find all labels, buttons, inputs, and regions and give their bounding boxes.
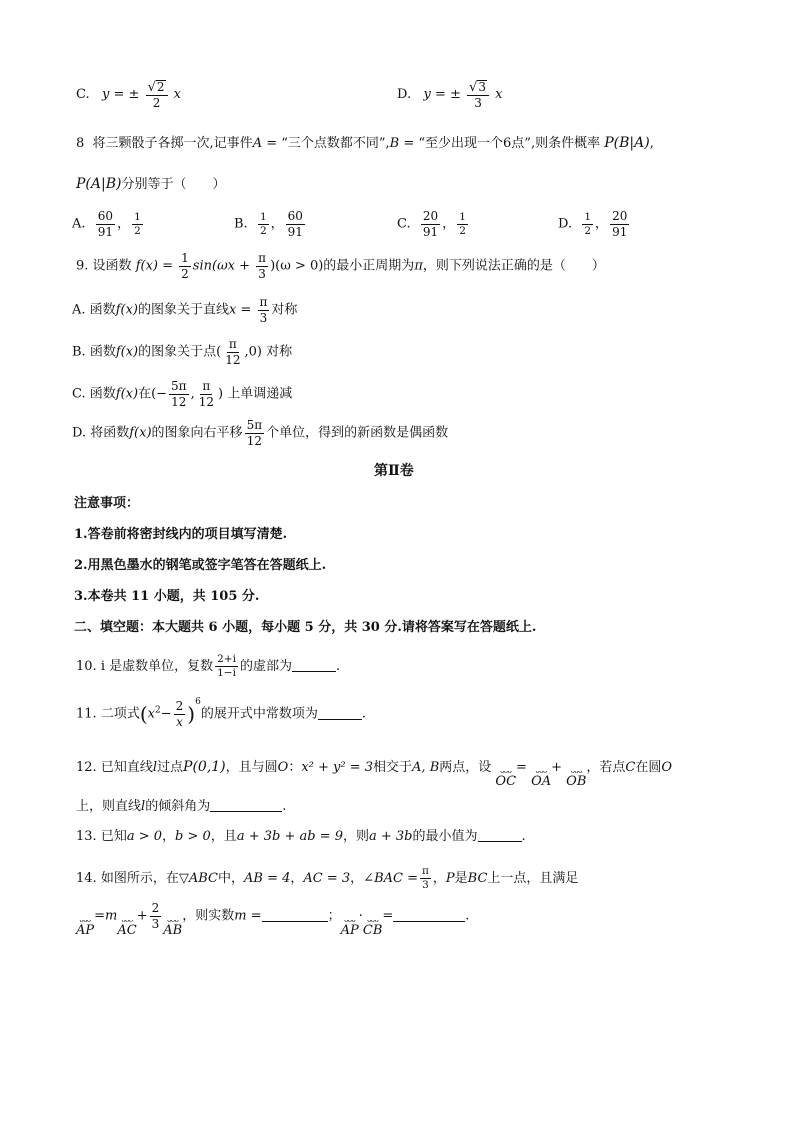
q9-option-a: A. 函数f(x)的图象关于直线x = $\frac{\pi}{3}$ 对称 — [72, 295, 298, 325]
q8-option-b: B. $\frac{1}{2}$ ， $\frac{60}{91}$ — [234, 209, 303, 239]
option-label: D. — [397, 87, 412, 103]
answer-blank[interactable] — [393, 921, 465, 922]
fraction: √ 2 2 — [146, 80, 168, 109]
answer-blank[interactable] — [210, 811, 282, 812]
answer-blank[interactable] — [318, 719, 362, 720]
q7-option-d: D. y = ± √ 3 3 x — [397, 79, 503, 110]
question-number: 12. — [76, 760, 97, 775]
answer-blank[interactable] — [478, 841, 522, 842]
question-number: 13. — [76, 829, 97, 844]
q9-option-c: C. 函数f(x)在(− $\frac{5\pi}{12}$ , $\frac{\pi}{12}$ ) 上单调递减 — [72, 379, 293, 409]
section-title: 第Ⅱ卷 — [374, 463, 414, 479]
q7-option-c: C. y = ± √ 2 2 x — [76, 79, 181, 110]
q14-line2: ᴗᴗᴗ AP =m ᴗᴗᴗ AC + $\frac{2}{3}$ ᴗᴗᴗ AB ，则实数m = ； ᴗᴗᴗ AP · ᴗᴗᴗ CB = . — [76, 901, 470, 938]
q11: 11. 二项式($x^2-$ $\frac{2}{x}$ )$^6$的展开式中常数项为 . — [76, 697, 366, 729]
q9-option-d: D. 将函数f(x)的图象向右平移 $\frac{5\pi}{12}$ 个单位，得到的新函数是偶函数 — [72, 418, 449, 448]
notice-item: 2.用黑色墨水的钢笔或签字笔答在答题纸上. — [74, 558, 327, 573]
equation-lhs: y = ± — [423, 87, 461, 103]
answer-blank[interactable] — [292, 671, 336, 672]
notice-item: 3.本卷共 11 小题，共 105 分. — [74, 589, 260, 604]
notice-heading: 注意事项： — [74, 496, 140, 511]
q9-stem: 9. 设函数 f(x) = $\frac{1}{2}$ sin(ωx + $\frac{\pi}{3}$ )(ω > 0)的最小正周期为π，则下列说法正确的是（ ） — [76, 251, 605, 281]
q8-option-d: D. $\frac{1}{2}$ ， $\frac{20}{91}$ — [558, 209, 628, 239]
q12: 12. 已知直线l过点P(0,1)，且与圆O：x² + y² = 3相交于A, B两点，设 ᴗᴗᴗ OC = ᴗᴗᴗ OA + ᴗᴗᴗ OB ，若点C在圆O — [76, 759, 673, 789]
question-number: 14. — [76, 871, 97, 887]
q8-stem-line2: P(A|B)分别等于（ ） — [76, 176, 226, 192]
fraction: √ 3 3 — [467, 80, 489, 109]
notice-item: 1.答卷前将密封线内的项目填写清楚. — [74, 527, 288, 542]
q14: 14. 如图所示，在▽ABC中，AB = 4，AC = 3，∠BAC = $\frac{\pi}{3}$ ，P是BC上一点，且满足 — [76, 865, 579, 892]
q9-option-b: B. 函数f(x)的图象关于点( $\frac{\pi}{12}$ ,0) 对称 — [72, 337, 293, 367]
equation-lhs: y = ± — [102, 87, 140, 103]
q12-line2: 上，则直线l的倾斜角为 . — [76, 799, 287, 814]
section-heading: 二、填空题：本大题共 6 小题，每小题 5 分，共 30 分.请将答案写在答题纸上. — [74, 620, 537, 635]
question-number: 8 — [76, 136, 85, 151]
q13: 13. 已知a > 0，b > 0，且a + 3b + ab = 9，则a + 3b的最小值为 . — [76, 829, 526, 844]
q8-stem: 8 将三颗骰子各掷一次,记事件A = “三个点数都不同”,B = “至少出现一个6点”,则条件概率 P(B|A), — [76, 135, 654, 151]
question-number: 9. — [76, 258, 89, 274]
question-number: 11. — [76, 706, 97, 722]
option-label: C. — [76, 87, 90, 103]
q8-option-c: C. $\frac{20}{91}$ ， $\frac{1}{2}$ — [397, 209, 466, 239]
answer-blank[interactable] — [262, 921, 328, 922]
q8-option-a: A. $\frac{60}{91}$ ， $\frac{1}{2}$ — [72, 209, 141, 239]
probability-expression: P(A|B) — [76, 176, 122, 192]
question-number: 10. — [76, 659, 97, 675]
probability-expression: P(B|A) — [604, 135, 650, 151]
q10: 10. i 是虚数单位，复数 $\frac{2+i}{1-i}$ 的虚部为 . — [76, 653, 341, 680]
